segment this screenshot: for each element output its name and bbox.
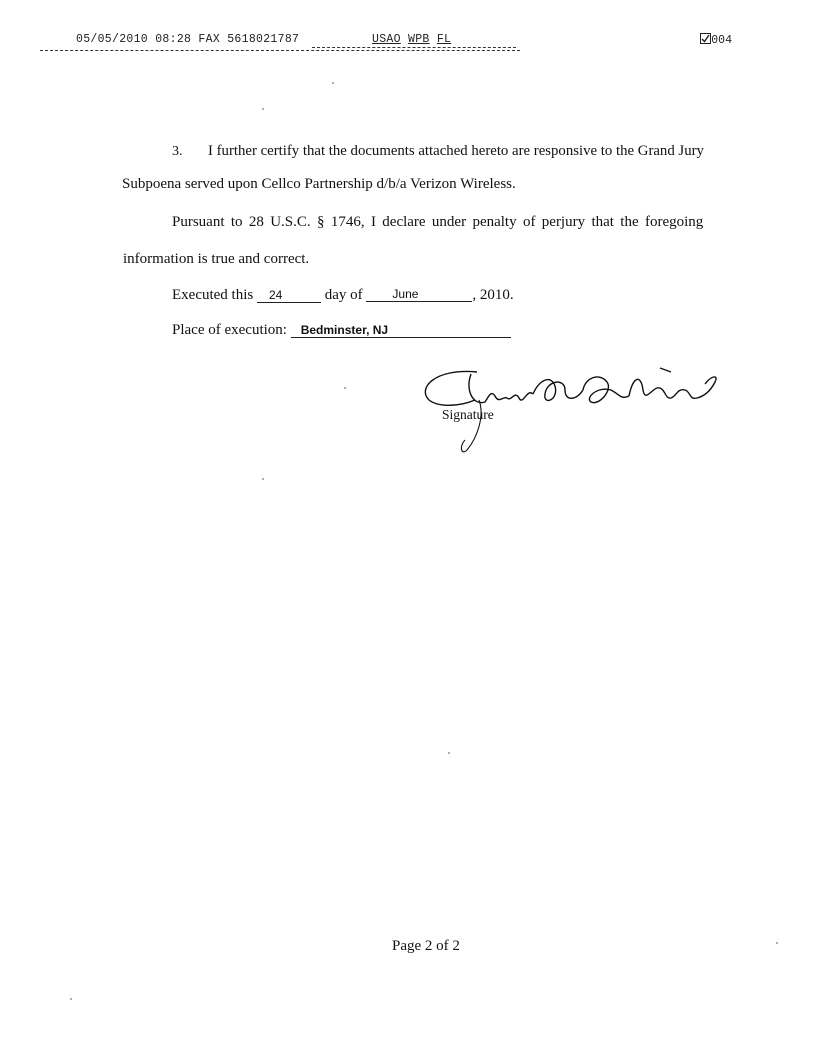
pursuant-line-2: information is true and correct.	[123, 251, 310, 267]
fax-agency-wpb: WPB	[408, 33, 430, 46]
scan-speck	[70, 998, 72, 1000]
fax-check-icon	[700, 33, 711, 44]
executed-mid: day of	[324, 287, 363, 303]
place-line	[172, 322, 511, 339]
scan-speck	[448, 752, 450, 754]
scan-speck	[262, 108, 264, 110]
scan-speck	[344, 387, 346, 389]
fax-agency-usao: USAO	[372, 33, 401, 46]
fax-datetime-number: 05/05/2010 08:28 FAX 5618021787	[76, 33, 300, 46]
paragraph-number: 3.	[172, 144, 183, 159]
fax-page-marker	[700, 33, 732, 47]
scan-speck	[776, 942, 778, 944]
executed-month-field: June	[366, 288, 472, 302]
executed-prefix: Executed this	[172, 287, 254, 303]
fax-header-rule	[40, 50, 520, 51]
place-field: Bedminster, NJ	[291, 324, 511, 338]
scan-speck	[332, 82, 334, 84]
paragraph-3-line-2: Subpoena served upon Cellco Partnership d/b/a Verizon Wireless.	[122, 176, 516, 192]
paragraph-3-text-1: I further certify that the documents attached hereto are responsive to the Grand Jury	[208, 143, 704, 159]
fax-agency-fl: FL	[436, 33, 452, 46]
executed-day-field: 24	[257, 289, 321, 303]
signature-label: Signature	[442, 407, 494, 422]
page-footer: Page 2 of 2	[392, 938, 460, 954]
fax-page-number: 004	[711, 34, 732, 47]
paragraph-3-line-1	[172, 143, 704, 160]
scan-speck	[262, 478, 264, 480]
executed-line	[172, 287, 514, 304]
executed-year: , 2010.	[472, 287, 514, 303]
fax-agency	[372, 33, 451, 46]
pursuant-line-1: Pursuant to 28 U.S.C. § 1746, I declare under penalty of perjury that the foregoing	[172, 214, 704, 230]
fax-header-rule-upper	[312, 47, 516, 48]
place-label: Place of execution:	[172, 322, 287, 338]
